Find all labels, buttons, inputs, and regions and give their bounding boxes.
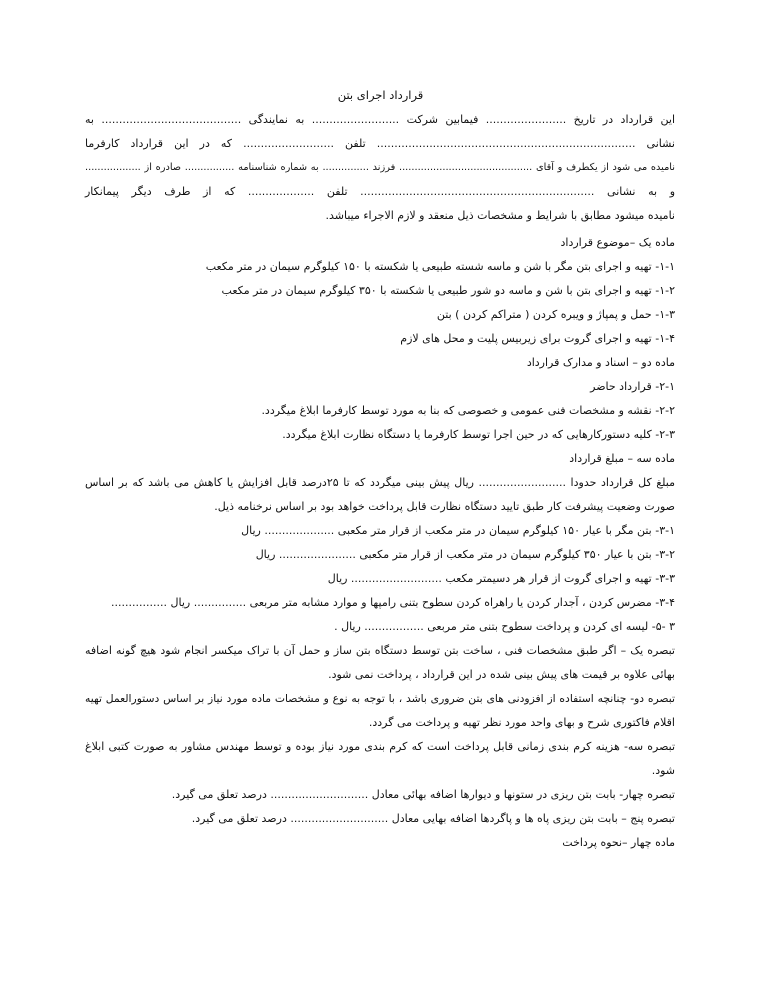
- note-one-line-1: تبصره یک – اگر طبق مشخصات فنی ، ساخت بتن توسط دستگاه بتن ساز و حمل آن با تراک میکسر انجام شود هیچ گونه اضافه: [85, 644, 675, 657]
- article-one-heading: ماده یک –موضوع قرارداد: [560, 236, 675, 249]
- contract-enforcement-line: نامیده میشود مطابق با شرایط و مشخصات ذیل منعقد و لازم الاجراء میباشد.: [325, 209, 675, 222]
- note-one-line-2: بهائی علاوه بر قیمت های پیش بینی شده در این قرارداد ، پرداخت نمی شود.: [328, 668, 675, 681]
- article-three-heading: ماده سه – مبلغ قرارداد: [569, 452, 675, 465]
- clause-3-4: ۳-۴- مضرس کردن ، آجدار کردن یا راهراه کردن سطوح بتنی رامپها و موارد مشابه متر مربعی ............... ریال ................: [111, 596, 675, 609]
- note-three-line-2: شود.: [651, 764, 675, 777]
- article-four-heading: ماده چهار –نحوه پرداخت: [562, 836, 675, 849]
- note-two-line-2: اقلام فاکتوری شرح و بهای واحد مورد نظر تهیه و پرداخت می گردد.: [368, 716, 675, 729]
- clause-3-5: ۳ -۵- لیسه ای کردن و پرداخت سطوح بتنی متر مربعی ................. ریال .: [334, 620, 675, 633]
- document-title: قرارداد اجرای بتن: [337, 88, 424, 102]
- clause-1-1: ۱-۱- تهیه و اجرای بتن مگر با شن و ماسه شسته طبیعی یا شکسته با ۱۵۰ کیلوگرم سیمان در متر مکعب: [205, 260, 675, 273]
- clause-3-3: ۳-۳- تهیه و اجرای گروت از قرار هر دسیمتر مکعب .......................... ریال: [327, 572, 675, 585]
- clause-2-1: ۲-۱- قرارداد حاضر: [590, 380, 675, 393]
- clause-2-2: ۲-۲- نقشه و مشخصات فنی عمومی و خصوصی که بنا به مورد توسط کارفرما ابلاغ میگردد.: [261, 404, 675, 417]
- note-three-line-1: تبصره سه- هزینه کرم بندی زمانی قابل پرداخت است که کرم بندی مورد نیاز بوده و توسط مهندس مشاور به صورت کتبی ابلاغ: [85, 740, 675, 753]
- clause-3-2: ۳-۲- بتن با عیار ۳۵۰ کیلوگرم سیمان در متر مکعب از قرار متر مکعبی ...................... ریال: [255, 548, 675, 561]
- clause-1-2: ۱-۲- تهیه و اجرای بتن با شن و ماسه دو شور طبیعی یا شکسته با ۳۵۰ کیلوگرم سیمان در متر مکعب: [221, 284, 675, 297]
- clause-1-4: ۱-۴- تهیه و اجرای گروت برای زیربیس پلیت و محل های لازم: [400, 332, 675, 345]
- note-four: تبصره چهار- بابت بتن ریزی در ستونها و دیوارها اضافه بهائی معادل ............................ درصد تعلق می گیرد.: [171, 788, 675, 801]
- total-amount-line: مبلغ کل قرارداد حدودا ......................... ریال پیش بینی میگردد که تا ۲۵درصد قابل افزایش یا کاهش می باشد که بر اساس: [85, 476, 676, 489]
- clause-1-3: ۱-۳- حمل و پمپاژ و ویبره کردن ( متراکم کردن ) بتن: [436, 308, 675, 321]
- contractor-name-line: نامیده می شود از یکطرف و آقای ........................................... فرزند ............... به شماره شناسنامه ................ صادره از ..................: [85, 162, 675, 173]
- clause-3-1: ۳-۱- بتن مگر با عیار ۱۵۰ کیلوگرم سیمان در متر مکعب از قرار متر مکعبی .................... ریال: [241, 524, 675, 537]
- article-two-heading: ماده دو – اسناد و مدارک قرارداد: [526, 356, 675, 369]
- total-amount-line-cont: صورت وضعیت پیشرفت کار طبق تایید دستگاه نظارت قابل پرداخت خواهد بود بر اساس نرخنامه ذیل.: [214, 500, 675, 513]
- contract-date-line: این قرارداد در تاریخ ....................... فیمابین شرکت ......................... به نمایندگی ........................................ به: [85, 113, 675, 126]
- note-five: تبصره پنج – بابت بتن ریزی پاه ها و پاگردها اضافه بهایی معادل ............................ درصد تعلق می گیرد.: [191, 812, 675, 825]
- clause-2-3: ۲-۳- کلیه دستورکارهایی که در حین اجرا توسط کارفرما یا دستگاه نظارت ابلاغ میگردد.: [282, 428, 675, 441]
- employer-address-line: نشانی .......................................................................... تلفن .......................... که در این قرارداد کارفرما: [85, 137, 675, 150]
- note-two-line-1: تبصره دو- چنانچه استفاده از افزودنی های بتن ضروری باشد ، با توجه به نوع و مشخصات ماده مورد نیاز بر اساس دستورالعمل تهیه: [85, 692, 675, 705]
- contractor-address-line: و به نشانی ................................................................... تلفن ................... که از طرف دیگر پیمانکار: [85, 185, 675, 198]
